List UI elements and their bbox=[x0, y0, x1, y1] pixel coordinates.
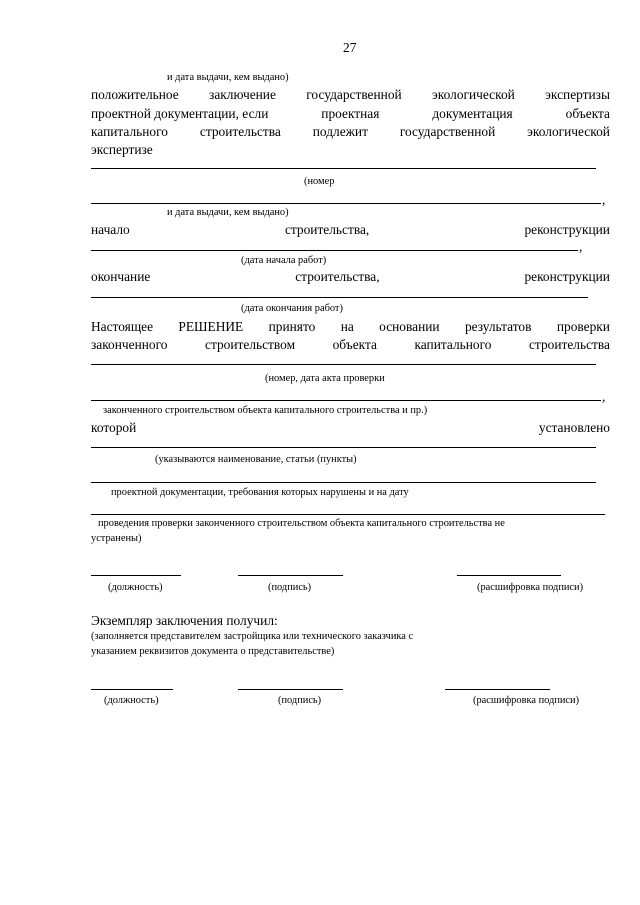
paragraph-line bbox=[91, 125, 610, 138]
word: установлено bbox=[538, 420, 610, 435]
word: документация bbox=[432, 106, 513, 121]
fill-line bbox=[91, 203, 601, 204]
word: проектная bbox=[321, 106, 380, 121]
caption-end-date: (дата окончания работ) bbox=[241, 303, 343, 314]
word: заключение bbox=[209, 87, 276, 102]
word: законченного bbox=[91, 337, 168, 352]
word: принято bbox=[268, 319, 316, 334]
signature-line-signature bbox=[238, 575, 343, 576]
receipt-note: указанием реквизитов документа о представительстве) bbox=[91, 646, 335, 657]
page-number: 27 bbox=[343, 40, 357, 55]
receipt-heading: Экземпляр заключения получил: bbox=[91, 613, 278, 628]
word: капитального bbox=[91, 124, 168, 139]
comma: , bbox=[602, 192, 606, 207]
fill-line bbox=[91, 400, 601, 401]
word: которой bbox=[91, 420, 137, 435]
label-position: (должность) bbox=[104, 695, 159, 706]
start-line bbox=[91, 223, 610, 236]
word: результатов bbox=[464, 319, 532, 334]
word: государственной bbox=[306, 87, 402, 102]
paragraph-line bbox=[91, 88, 610, 101]
word: на bbox=[340, 319, 354, 334]
signature-line-position bbox=[91, 689, 173, 690]
word: начало bbox=[91, 222, 130, 237]
paragraph-line: экспертизе bbox=[91, 142, 153, 157]
label-decoding: (расшифровка подписи) bbox=[477, 582, 584, 593]
caption-start-date: (дата начала работ) bbox=[241, 255, 327, 266]
established-line bbox=[91, 421, 610, 434]
word: реконструкции bbox=[524, 222, 610, 237]
end-line bbox=[91, 270, 610, 283]
word: проектной документации, если bbox=[91, 106, 269, 121]
label-signature: (подпись) bbox=[278, 695, 322, 706]
signature-line-position bbox=[91, 575, 181, 576]
fill-line bbox=[91, 514, 605, 515]
word: положительное bbox=[91, 87, 179, 102]
word: объекта bbox=[332, 337, 377, 352]
fill-line bbox=[91, 364, 596, 365]
label-position: (должность) bbox=[108, 582, 163, 593]
caption-finished-object: законченного строительством объекта капитального строительства и пр.) bbox=[103, 405, 428, 416]
word: реконструкции bbox=[524, 269, 610, 284]
word: строительства bbox=[528, 337, 610, 352]
word: окончание bbox=[91, 269, 151, 284]
receipt-note: (заполняется представителем застройщика или технического заказчика с bbox=[91, 631, 414, 642]
fill-line bbox=[91, 250, 578, 251]
signature-line-decoding bbox=[457, 575, 561, 576]
word: экологической bbox=[432, 87, 515, 102]
word: подлежит bbox=[312, 124, 368, 139]
comma: , bbox=[579, 239, 583, 254]
decision-line bbox=[91, 338, 610, 351]
word: экологической bbox=[527, 124, 610, 139]
caption-inspection: проведения проверки законченного строительством объекта капитального строительства не bbox=[98, 518, 505, 529]
fill-line bbox=[91, 482, 596, 483]
word: проверки bbox=[556, 319, 610, 334]
fill-line bbox=[91, 168, 596, 169]
caption-number: (номер bbox=[304, 176, 335, 187]
caption-project-docs: проектной документации, требования которых нарушены и на дату bbox=[111, 487, 409, 498]
fill-line bbox=[91, 297, 588, 298]
caption-issue-date: и дата выдачи, кем выдано) bbox=[167, 207, 289, 218]
fill-line bbox=[91, 447, 596, 448]
caption-act: (номер, дата акта проверки bbox=[265, 373, 385, 384]
caption-articles: (указываются наименование, статьи (пункты) bbox=[155, 454, 357, 465]
decision-line bbox=[91, 320, 610, 333]
word: РЕШЕНИЕ bbox=[178, 319, 244, 334]
word: строительством bbox=[205, 337, 296, 352]
caption-issue-date: и дата выдачи, кем выдано) bbox=[167, 72, 289, 83]
word: Настоящее bbox=[91, 319, 154, 334]
word: основании bbox=[379, 319, 440, 334]
word: объекта bbox=[565, 106, 610, 121]
word: строительства, bbox=[295, 269, 380, 284]
comma: , bbox=[602, 389, 606, 404]
signature-line-signature bbox=[238, 689, 343, 690]
word: государственной bbox=[399, 124, 496, 139]
word: строительства, bbox=[284, 222, 370, 237]
signature-line-decoding bbox=[445, 689, 550, 690]
word: строительства bbox=[199, 124, 281, 139]
word: капитального bbox=[414, 337, 492, 352]
caption-inspection: устранены) bbox=[91, 533, 142, 544]
label-signature: (подпись) bbox=[268, 582, 312, 593]
paragraph-line bbox=[91, 107, 610, 120]
label-decoding: (расшифровка подписи) bbox=[473, 695, 580, 706]
word: экспертизы bbox=[545, 87, 610, 102]
